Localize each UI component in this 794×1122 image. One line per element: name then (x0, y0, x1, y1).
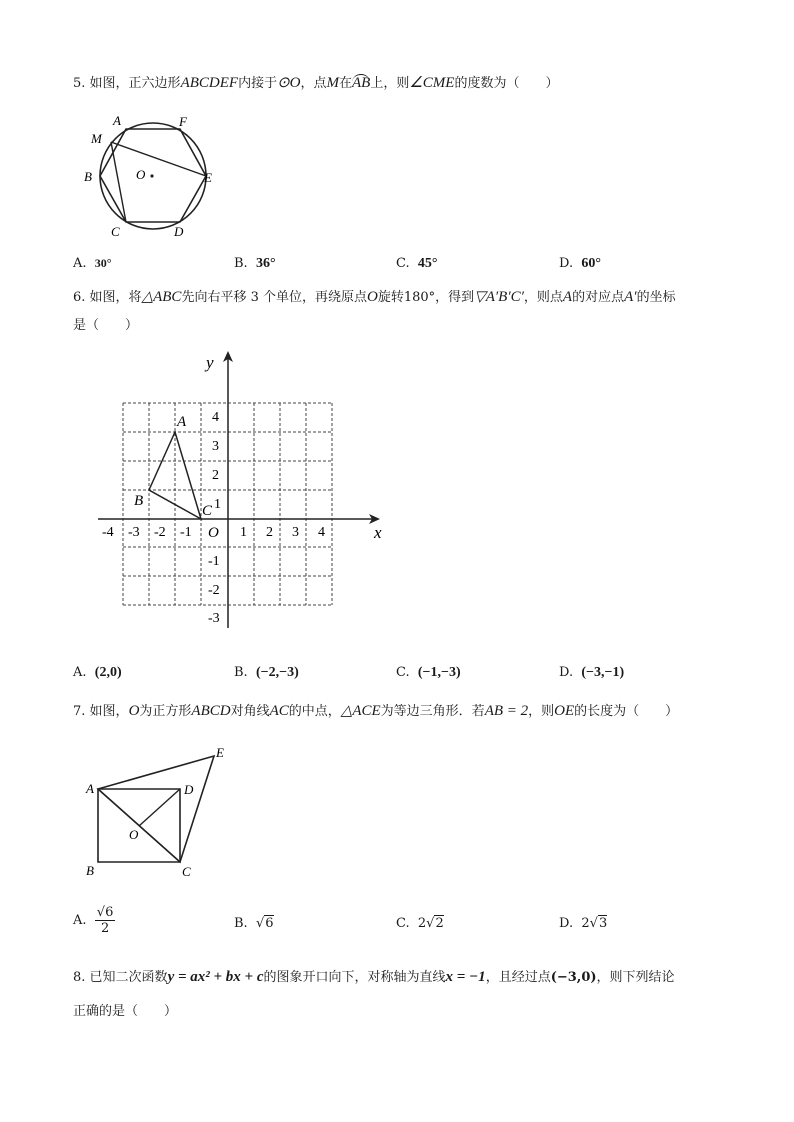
y-tick: -1 (208, 554, 220, 569)
question-number: 6. (73, 290, 86, 305)
triangle-ace (98, 756, 214, 862)
label-c: C (111, 224, 120, 239)
arc-ab: AB (352, 75, 371, 91)
question-8-stem-line2: 正确的是（ ） (73, 1004, 178, 1019)
q5-option-b[interactable]: B. 36° (234, 256, 276, 271)
point-a-label: A (177, 414, 187, 430)
coordinate-grid-figure (90, 348, 390, 633)
q5-option-d[interactable]: D. 60° (559, 256, 601, 271)
y-tick: 1 (214, 497, 221, 512)
q7-option-a[interactable]: A. $\frac{√6}{2}$ (73, 905, 114, 936)
question-number: 8. (73, 970, 86, 985)
q6-option-a[interactable]: A. (2,0) (73, 665, 122, 680)
y-axis-label: y (206, 353, 214, 372)
x-tick: -1 (180, 525, 192, 540)
question-number: 5. (73, 76, 86, 91)
label-f: F (179, 114, 187, 129)
x-tick: 2 (266, 525, 273, 540)
x-tick: -4 (102, 525, 114, 540)
x-tick: 1 (240, 525, 247, 540)
origin-label: O (208, 525, 219, 541)
question-6-stem-line2: 是（ ） (73, 318, 139, 333)
y-tick: -3 (208, 611, 220, 626)
label-d: D (174, 224, 184, 239)
label-b: B (84, 169, 92, 184)
question-7-stem: 7. 如图，O为正方形ABCD对角线AC的中点，△ACE为等边三角形．若AB = 2，则OE的长度为（ ） (73, 703, 679, 719)
y-tick: 2 (212, 468, 219, 483)
label-e: E (204, 170, 212, 185)
q6-option-c[interactable]: C. (−1,−3) (396, 665, 461, 680)
x-tick: -2 (154, 525, 166, 540)
label-d: D (184, 782, 194, 797)
q6-option-d[interactable]: D. (−3,−1) (559, 665, 625, 680)
x-axis-label: x (374, 523, 382, 542)
fraction: $\frac{√6}{2}$ (96, 905, 114, 936)
y-tick: 4 (212, 410, 219, 425)
q7-option-d[interactable]: D. 2√3 (559, 916, 608, 931)
center-point (150, 174, 153, 177)
question-number: 7. (73, 704, 86, 719)
y-tick: -2 (208, 583, 220, 598)
q5-option-c[interactable]: C. 45° (396, 256, 438, 271)
x-tick: -3 (128, 525, 140, 540)
q7-option-b[interactable]: B. √6 (234, 916, 274, 931)
q6-option-b[interactable]: B. (−2,−3) (234, 665, 299, 680)
label-a: A (113, 113, 121, 128)
question-5-stem: 5. 如图，正六边形ABCDEF内接于⊙O，点M在AB上，则∠CME的度数为（ ） (73, 75, 559, 91)
point-c-label: C (202, 503, 213, 519)
label-m: M (91, 131, 102, 146)
x-tick: 3 (292, 525, 299, 540)
segment-me (111, 142, 206, 176)
square-triangle-figure (80, 742, 240, 882)
label-c: C (182, 864, 191, 879)
y-tick: 3 (212, 439, 219, 454)
label-e: E (216, 745, 224, 760)
x-tick: 4 (318, 525, 325, 540)
label-b: B (86, 863, 94, 878)
hexagon-figure (78, 112, 228, 242)
q5-option-a[interactable]: A. 30° (73, 256, 112, 271)
label-o: O (129, 827, 139, 842)
point-b-label: B (134, 493, 144, 509)
q7-option-c[interactable]: C. 2√2 (396, 916, 444, 931)
label-o: O (136, 167, 146, 182)
question-8-stem: 8. 已知二次函数y = ax² + bx + c的图象开口向下，对称轴为直线x = −1，且经过点(−3,0)，则下列结论 (73, 969, 675, 985)
diagonal-bd-half (139, 789, 180, 826)
question-6-stem: 6. 如图，将△ABC先向右平移 3 个单位，再绕原点O旋转180°，得到▽A′B′C′，则点A的对应点A′的坐标 (73, 289, 676, 305)
label-a: A (86, 781, 94, 796)
